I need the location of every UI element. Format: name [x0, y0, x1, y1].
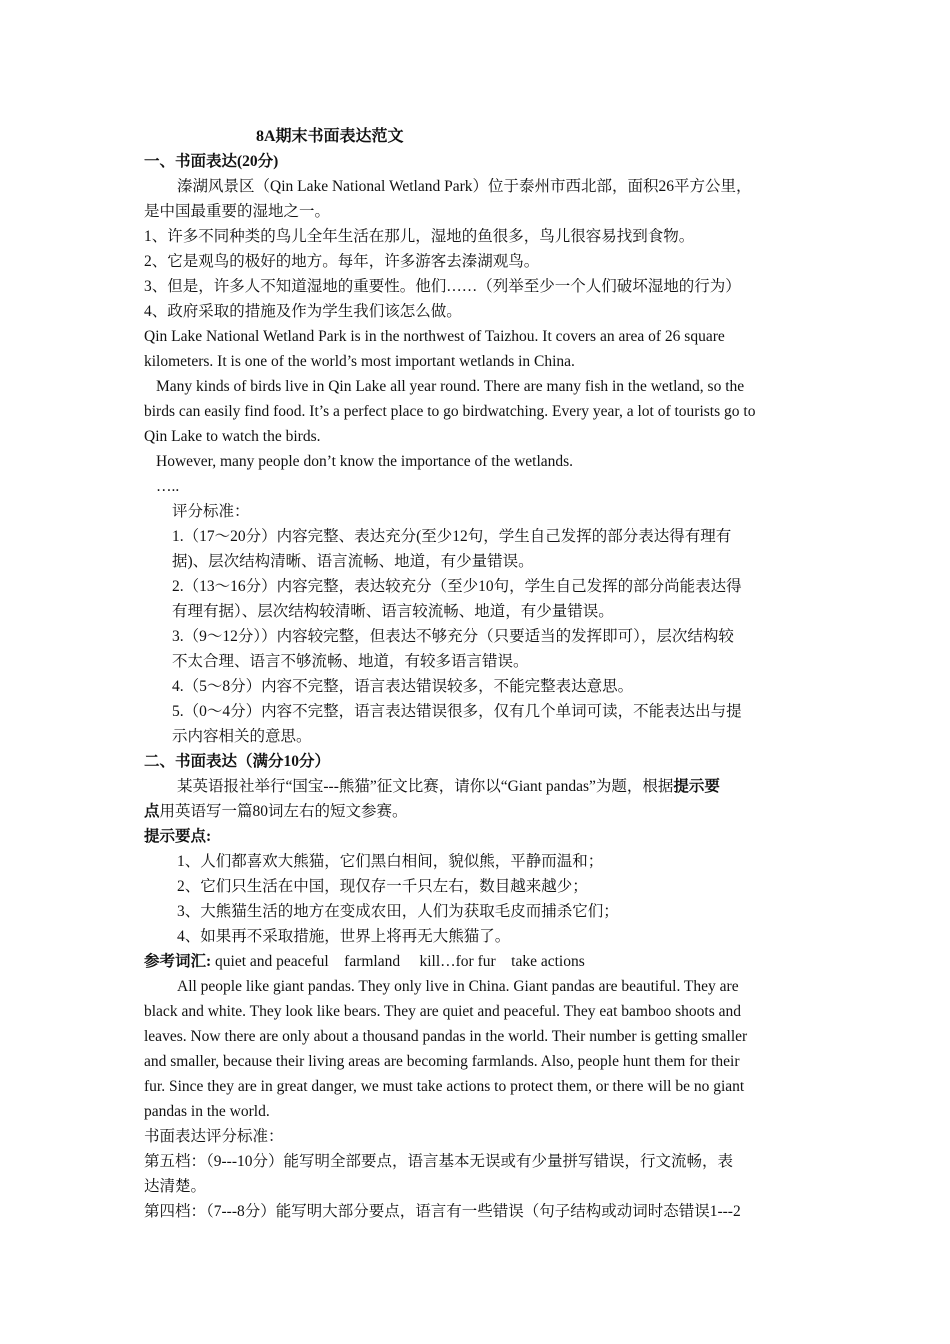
- section1-essay-line: However, many people don’t know the importance of the wetlands.: [156, 453, 574, 470]
- scoring-line: 第四档：（7---8分）能写明大部分要点，语言有一些错误（句子结构或动词时态错误1---2: [144, 1203, 741, 1220]
- section2-essay-line: black and white. They look like bears. They are quiet and peaceful. They eat bamboo shoots and: [144, 1003, 741, 1020]
- criteria-line: 据)、层次结构清晰、语言流畅、地道，有少量错误。: [172, 553, 534, 570]
- section1-essay-line: …..: [156, 478, 180, 495]
- criteria-line: 不太合理、语言不够流畅、地道，有较多语言错误。: [172, 653, 529, 670]
- criteria-line: 1.（17～20分）内容完整、表达充分(至少12句，学生自己发挥的部分表达得有理有: [172, 528, 732, 545]
- scoring-line: 第五档：（9---10分）能写明全部要点，语言基本无误或有少量拼写错误，行文流畅，表: [144, 1153, 733, 1170]
- tips-heading: 提示要点:: [144, 828, 212, 845]
- section1-point: 1、许多不同种类的鸟儿全年生活在那儿，湿地的鱼很多，鸟儿很容易找到食物。: [144, 228, 695, 245]
- section1-intro-line1: 溱湖风景区（Qin Lake National Wetland Park）位于泰州市西北部，面积26平方公里，: [177, 178, 752, 195]
- section2-essay-line: pandas in the world.: [144, 1103, 270, 1120]
- section1-essay-line: Qin Lake to watch the birds.: [144, 428, 321, 445]
- section2-prompt-line2: [144, 799, 808, 824]
- document-title: 8A期末书面表达范文: [256, 128, 404, 145]
- section2-essay-line: leaves. Now there are only about a thousand pandas in the world. Their number is getting smaller: [144, 1028, 748, 1045]
- section1-intro-line2: 是中国最重要的湿地之一。: [144, 203, 331, 220]
- section1-point: 3、但是，许多人不知道湿地的重要性。他们……（列举至少一个人们破坏湿地的行为）: [144, 278, 741, 295]
- section1-essay-line: kilometers. It is one of the world’s most important wetlands in China.: [144, 353, 575, 370]
- criteria-line: 有理有据）、层次结构较清晰、语言较流畅、地道，有少量错误。: [172, 603, 614, 620]
- section1-criteria-heading: 评分标准：: [172, 503, 250, 520]
- criteria-line: 2.（13～16分）内容完整，表达较充分（至少10句，学生自己发挥的部分尚能表达得: [172, 578, 742, 595]
- section2-essay-line: and smaller, because their living areas are becoming farmlands. Also, people hunt them for their: [144, 1053, 740, 1070]
- tip-item: 3、大熊猫生活的地方在变成农田，人们为获取毛皮而捕杀它们；: [177, 903, 619, 920]
- tip-item: 1、人们都喜欢大熊猫，它们黑白相间，貌似熊，平静而温和；: [177, 853, 604, 870]
- criteria-line: 3.（9～12分））内容较完整，但表达不够充分（只要适当的发挥即可），层次结构较: [172, 628, 734, 645]
- section2-essay-line: All people like giant pandas. They only live in China. Giant pandas are beautiful. They are: [177, 978, 739, 995]
- tip-item: 4、如果再不采取措施，世界上将再无大熊猫了。: [177, 928, 511, 945]
- prompt-emphasis: 点: [144, 803, 160, 820]
- document-content: [144, 124, 808, 1224]
- section2-essay-line: fur. Since they are in great danger, we must take actions to protect them, or there will be no giant: [144, 1078, 745, 1095]
- section1-essay-line: Qin Lake National Wetland Park is in the northwest of Taizhou. It covers an area of 26 square: [144, 328, 725, 345]
- vocab-line: [144, 949, 808, 974]
- section1-point: 2、它是观鸟的极好的地方。每年，许多游客去溱湖观鸟。: [144, 253, 540, 270]
- section2-prompt-line1: [144, 774, 808, 799]
- vocab-words: quiet and peaceful farmland kill…for fur take actions: [215, 953, 585, 970]
- criteria-line: 示内容相关的意思。: [172, 728, 312, 745]
- vocab-label: 参考词汇:: [144, 953, 212, 970]
- prompt-text: 某英语报社举行“国宝---熊猫”征文比赛，请你以“Giant pandas”为题，根据: [177, 778, 674, 795]
- tip-item: 2、它们只生活在中国，现仅存一千只左右，数目越来越少；: [177, 878, 588, 895]
- section2-heading: 二、书面表达（满分10分）: [144, 753, 331, 770]
- scoring-line: 达清楚。: [144, 1178, 207, 1195]
- section1-point: 4、政府采取的措施及作为学生我们该怎么做。: [144, 303, 462, 320]
- criteria-line: 5.（0～4分）内容不完整，语言表达错误很多，仅有几个单词可读，不能表达出与提: [172, 703, 742, 720]
- scoring-heading: 书面表达评分标准：: [144, 1128, 284, 1145]
- prompt-text: 用英语写一篇80词左右的短文参赛。: [159, 803, 408, 820]
- criteria-line: 4.（5～8分）内容不完整，语言表达错误较多，不能完整表达意思。: [172, 678, 634, 695]
- section1-essay-line: birds can easily find food. It’s a perfect place to go birdwatching. Every year, a lot of tourists go to: [144, 403, 756, 420]
- prompt-emphasis: 提示要: [673, 778, 720, 795]
- section1-essay-line: Many kinds of birds live in Qin Lake all year round. There are many fish in the wetland, so the: [156, 378, 745, 395]
- section1-heading: 一、书面表达(20分): [144, 153, 279, 170]
